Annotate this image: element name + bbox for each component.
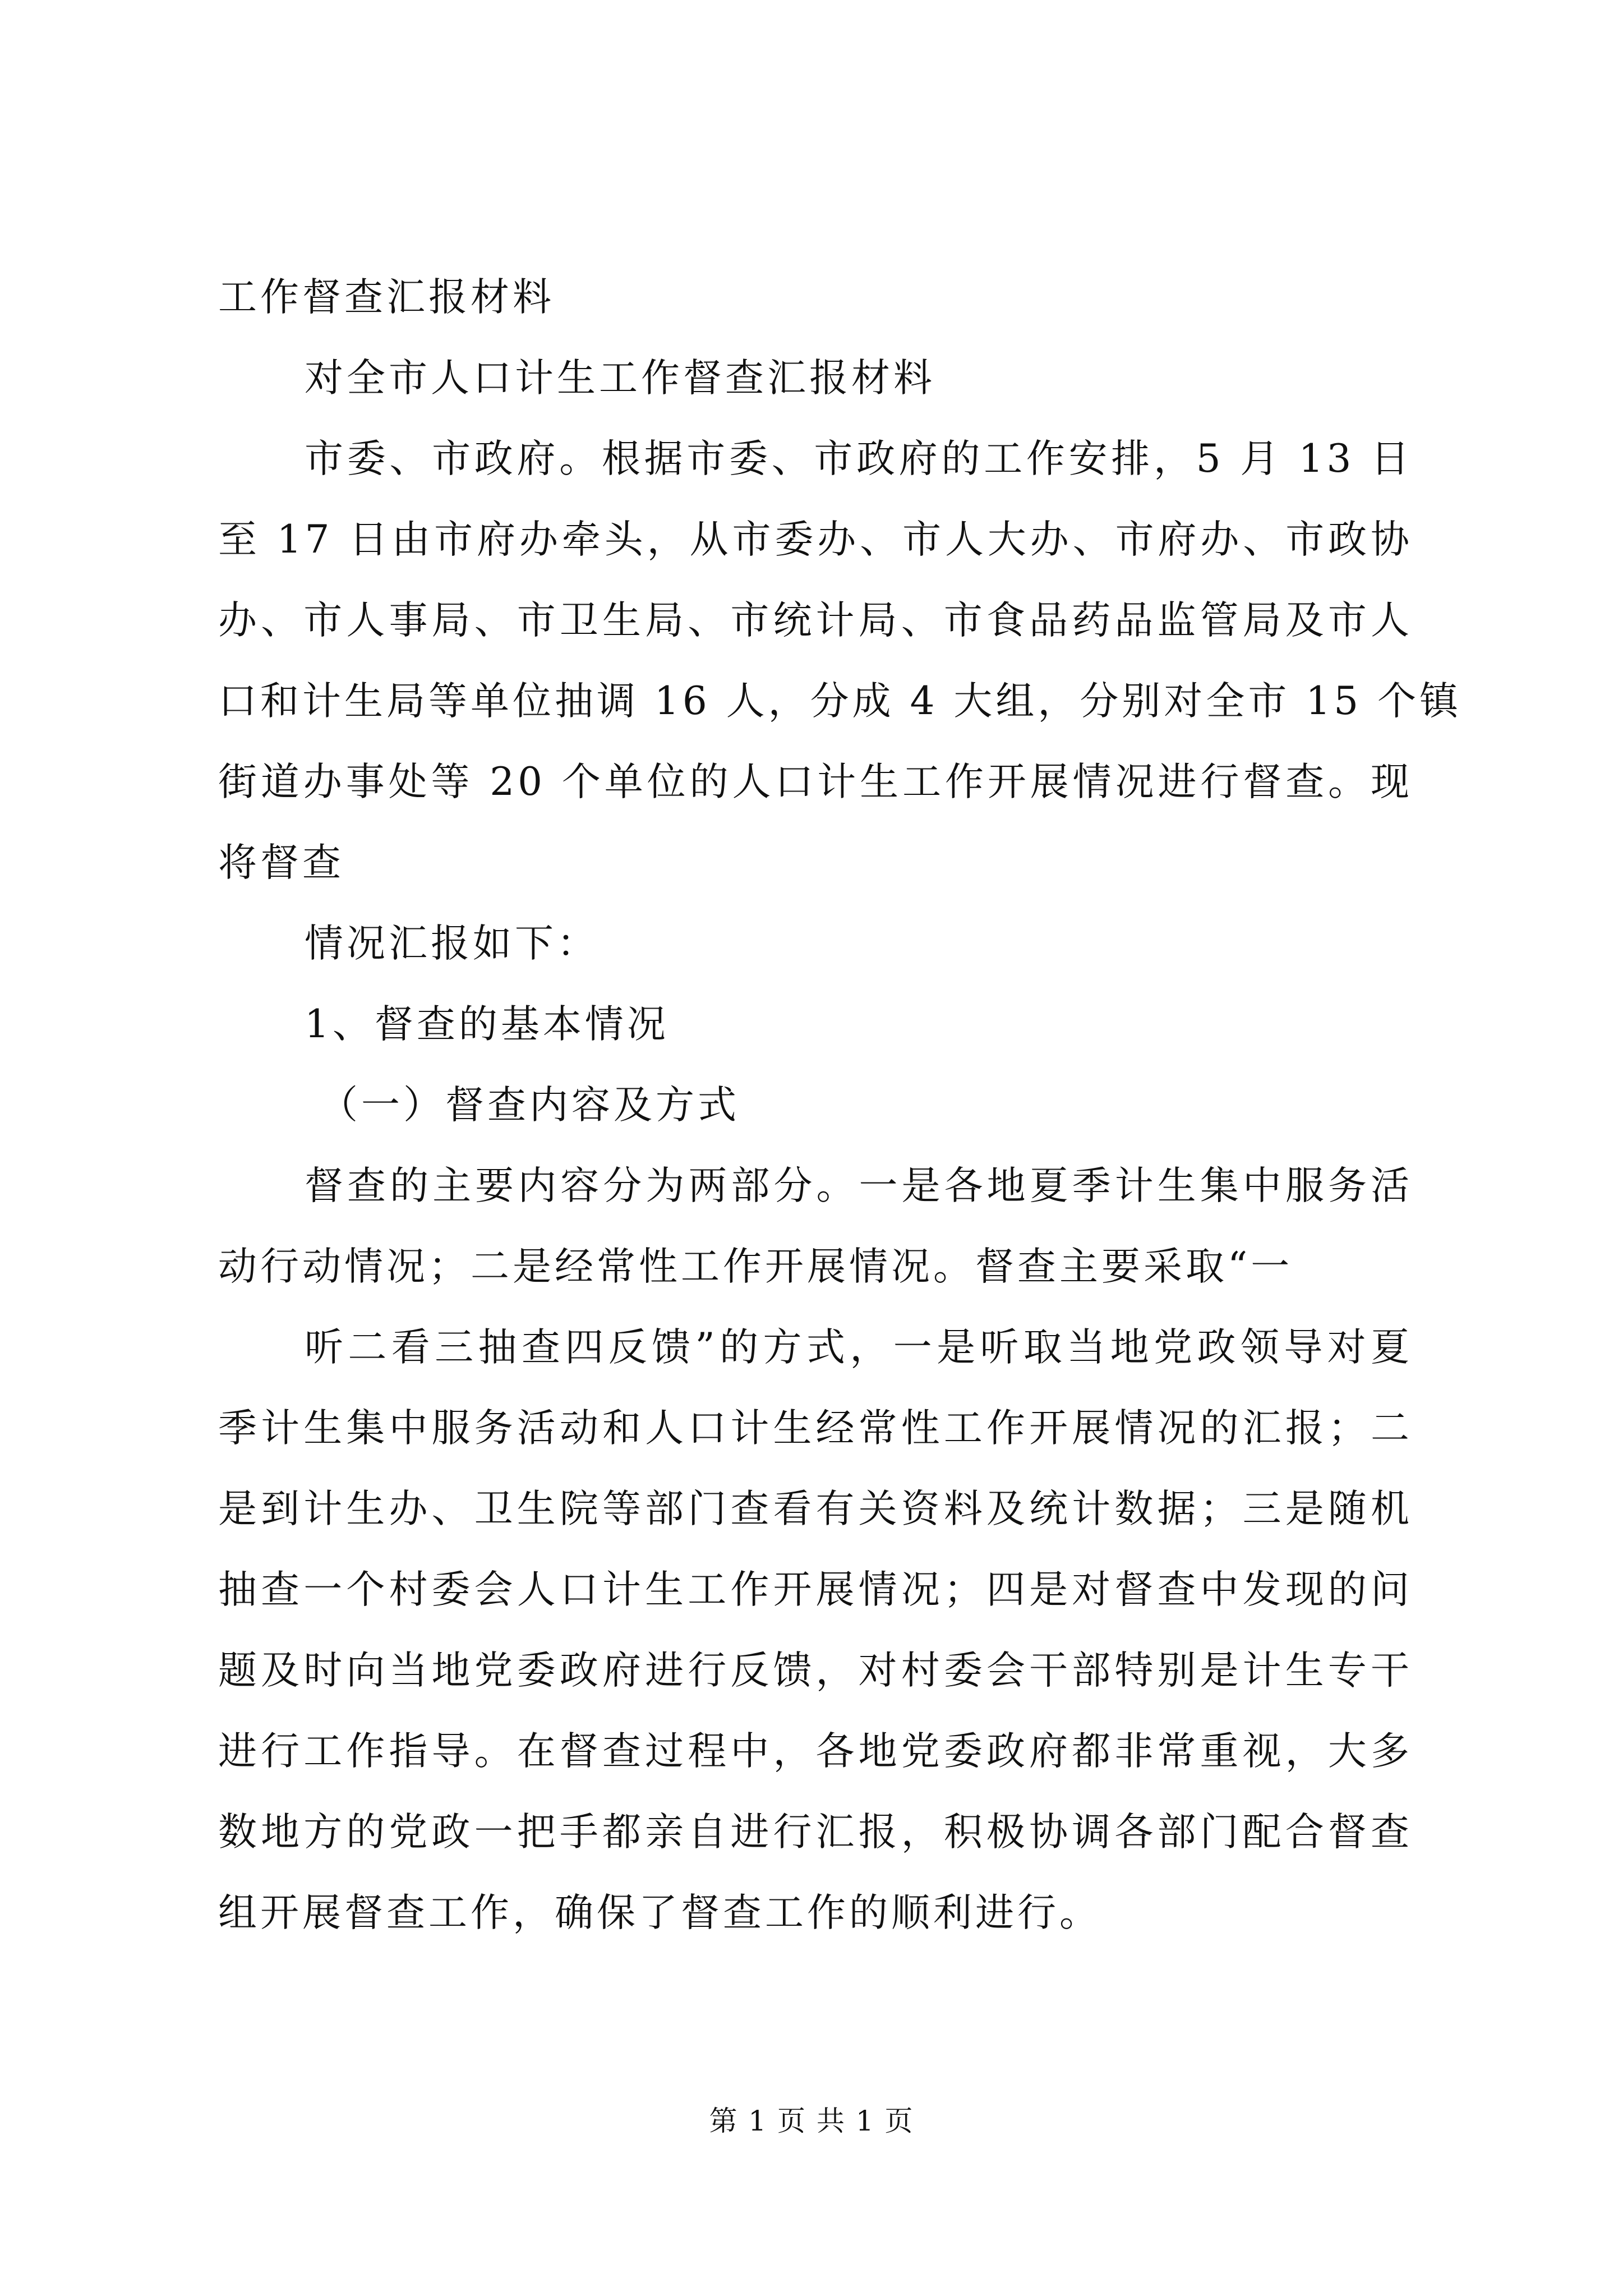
paragraph-line: 情况汇报如下： xyxy=(305,921,599,966)
paragraph-line: 季计生集中服务活动和人口计生经常性工作开展情况的汇报；二 xyxy=(218,1406,1413,1451)
subsection-heading: （一）督查内容及方式 xyxy=(319,1083,740,1128)
paragraph-line: 听二看三抽查四反馈”的方式，一是听取当地党政领导对夏 xyxy=(305,1325,1413,1370)
paragraph-line: 市委、市政府。根据市委、市政府的工作安排，5 月 13 日 xyxy=(305,436,1413,481)
paragraph-line: 办、市人事局、市卫生局、市统计局、市食品药品监管局及市人 xyxy=(218,598,1413,643)
paragraph-line: 题及时向当地党委政府进行反馈，对村委会干部特别是计生专干 xyxy=(218,1648,1413,1693)
paragraph-line: 街道办事处等 20 个单位的人口计生工作开展情况进行督查。现 xyxy=(218,760,1413,804)
document-subtitle: 对全市人口计生工作督查汇报材料 xyxy=(305,356,935,401)
section-heading: 1、督查的基本情况 xyxy=(305,1002,669,1047)
page-number-footer: 第 1 页 共 1 页 xyxy=(709,2105,914,2137)
paragraph-line: 将督查 xyxy=(218,840,344,885)
paragraph-line: 督查的主要内容分为两部分。一是各地夏季计生集中服务活 xyxy=(305,1163,1413,1208)
document-title: 工作督查汇报材料 xyxy=(218,275,555,320)
paragraph-line: 口和计生局等单位抽调 16 人，分成 4 大组，分别对全市 15 个镇 xyxy=(218,679,1462,724)
paragraph-line: 数地方的党政一把手都亲自进行汇报，积极协调各部门配合督查 xyxy=(218,1810,1413,1855)
paragraph-line: 至 17 日由市府办牵头，从市委办、市人大办、市府办、市政协 xyxy=(218,517,1413,562)
paragraph-line: 组开展督查工作，确保了督查工作的顺利进行。 xyxy=(218,1890,1101,1935)
paragraph-line: 是到计生办、卫生院等部门查看有关资料及统计数据；三是随机 xyxy=(218,1487,1413,1531)
paragraph-line: 抽查一个村委会人口计生工作开展情况；四是对督查中发现的问 xyxy=(218,1567,1413,1612)
paragraph-line: 进行工作指导。在督查过程中，各地党委政府都非常重视，大多 xyxy=(218,1729,1413,1774)
paragraph-line: 动行动情况；二是经常性工作开展情况。督查主要采取“一 xyxy=(218,1244,1293,1289)
document-body xyxy=(218,257,1462,1953)
